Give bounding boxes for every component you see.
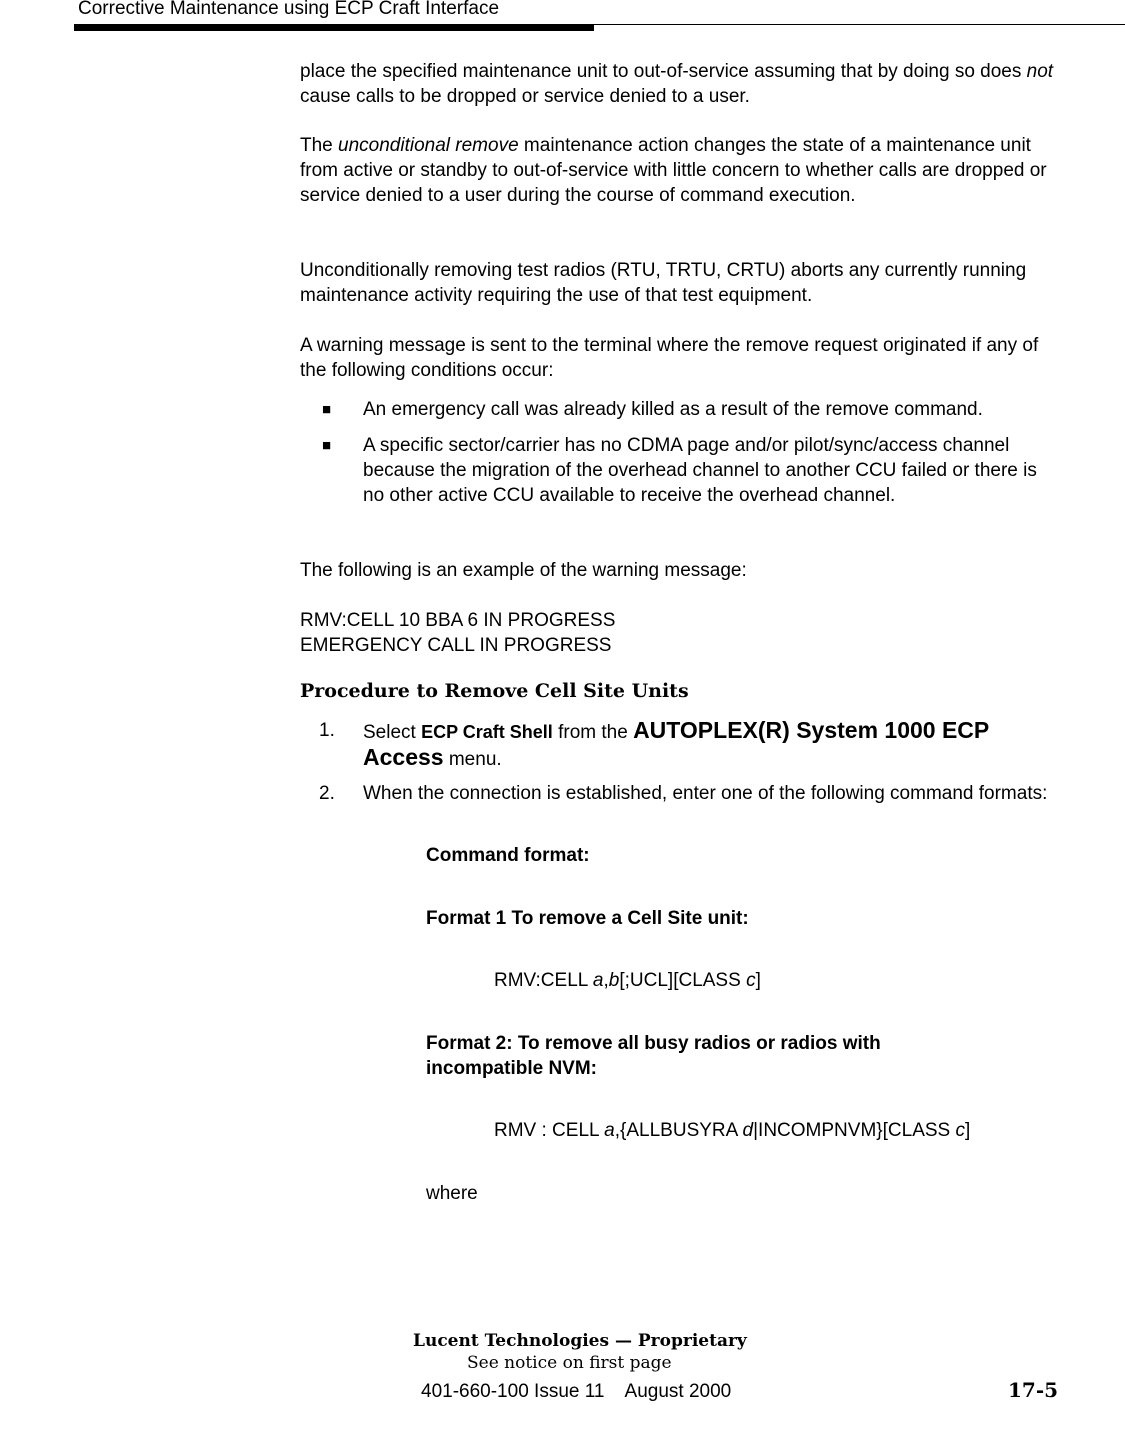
step-text-part: from the — [552, 722, 634, 743]
footer-company: Lucent Technologies — Proprietary — [413, 1331, 747, 1351]
header-rule-thick — [74, 25, 594, 31]
where-label: where — [426, 1183, 478, 1204]
command-text: |INCOMPNVM}[CLASS — [753, 1120, 956, 1141]
format-2-label: Format 2: To remove all busy radios or radios with incompatible NVM: — [426, 1033, 881, 1079]
command-text: ,{ALLBUSYRA — [614, 1120, 743, 1141]
footer-notice: See notice on first page — [467, 1353, 672, 1373]
paragraph-text: place the specified maintenance unit to out-of-service assuming that by doing so does — [300, 61, 1027, 82]
paragraph-test-radios: Unconditionally removing test radios (RTU, TRTU, CRTU) aborts any currently running maintenance activity requiring the use of that test equipment. — [300, 260, 1027, 306]
paragraph-remove-intro — [300, 59, 1060, 109]
procedure-heading: Procedure to Remove Cell Site Units — [300, 680, 689, 702]
emphasis-unconditional-remove: unconditional remove — [338, 135, 519, 156]
command-variable: c — [955, 1120, 965, 1141]
paragraph-text: maintenance action changes the state of a maintenance unit from active or standby to out-of-service with little concern to whether calls are dropped or service denied to a user during the course of command execution. — [300, 135, 1047, 206]
warning-message-line: RMV:CELL 10 BBA 6 IN PROGRESS — [300, 610, 616, 631]
command-text: ] — [755, 970, 761, 991]
command-text: RMV : CELL — [494, 1120, 605, 1141]
command-variable: a — [604, 1120, 615, 1141]
footer-doc-info: 401-660-100 Issue 11 August 2000 — [421, 1381, 732, 1402]
paragraph-text: cause calls to be dropped or service denied to a user. — [300, 86, 750, 107]
command-format-label: Command format: — [426, 845, 590, 866]
step-number: 1. — [319, 720, 335, 741]
command-variable: d — [742, 1120, 754, 1141]
command-text: ] — [965, 1120, 971, 1141]
bullet-square-icon: ■ — [322, 437, 332, 454]
running-header-title: Corrective Maintenance using ECP Craft Interface — [78, 0, 500, 19]
autoplex-menu-label: AUTOPLEX(R) System 1000 ECP Access — [363, 717, 989, 770]
command-text: , — [603, 970, 609, 991]
bullet-text: An emergency call was already killed as a result of the remove command. — [363, 399, 983, 420]
page-number: 17-5 — [1008, 1378, 1059, 1402]
paragraph-warning-conditions: A warning message is sent to the terminal where the remove request originated if any of the following conditions occur: — [300, 335, 1039, 381]
command-variable: b — [608, 970, 620, 991]
step-text: When the connection is established, enter one of the following command formats: — [363, 783, 1048, 804]
emphasis-not: not — [1026, 61, 1054, 82]
ecp-craft-shell-label: ECP Craft Shell — [421, 722, 553, 742]
format-2-command — [494, 1118, 970, 1143]
step-text-part: Select — [363, 722, 422, 743]
command-variable: a — [592, 970, 604, 991]
step-text-part: menu. — [443, 749, 502, 770]
command-variable: c — [746, 970, 756, 991]
warning-message-line: EMERGENCY CALL IN PROGRESS — [300, 635, 612, 656]
bullet-square-icon: ■ — [322, 401, 332, 418]
step-text — [363, 718, 1059, 772]
paragraph-text: The — [300, 135, 339, 156]
command-text: [;UCL][CLASS — [619, 970, 747, 991]
format-1-label: Format 1 To remove a Cell Site unit: — [426, 908, 749, 929]
paragraph-example-intro: The following is an example of the warning message: — [300, 560, 747, 581]
bullet-text: A specific sector/carrier has no CDMA page and/or pilot/sync/access channel because the migration of the overhead channel to another CCU failed or there is no other active CCU available to receive the overhead channel. — [363, 435, 1037, 506]
format-1-command — [494, 968, 761, 993]
step-number: 2. — [319, 783, 335, 804]
command-text: RMV:CELL — [494, 970, 593, 991]
paragraph-unconditional-remove — [300, 133, 1060, 208]
